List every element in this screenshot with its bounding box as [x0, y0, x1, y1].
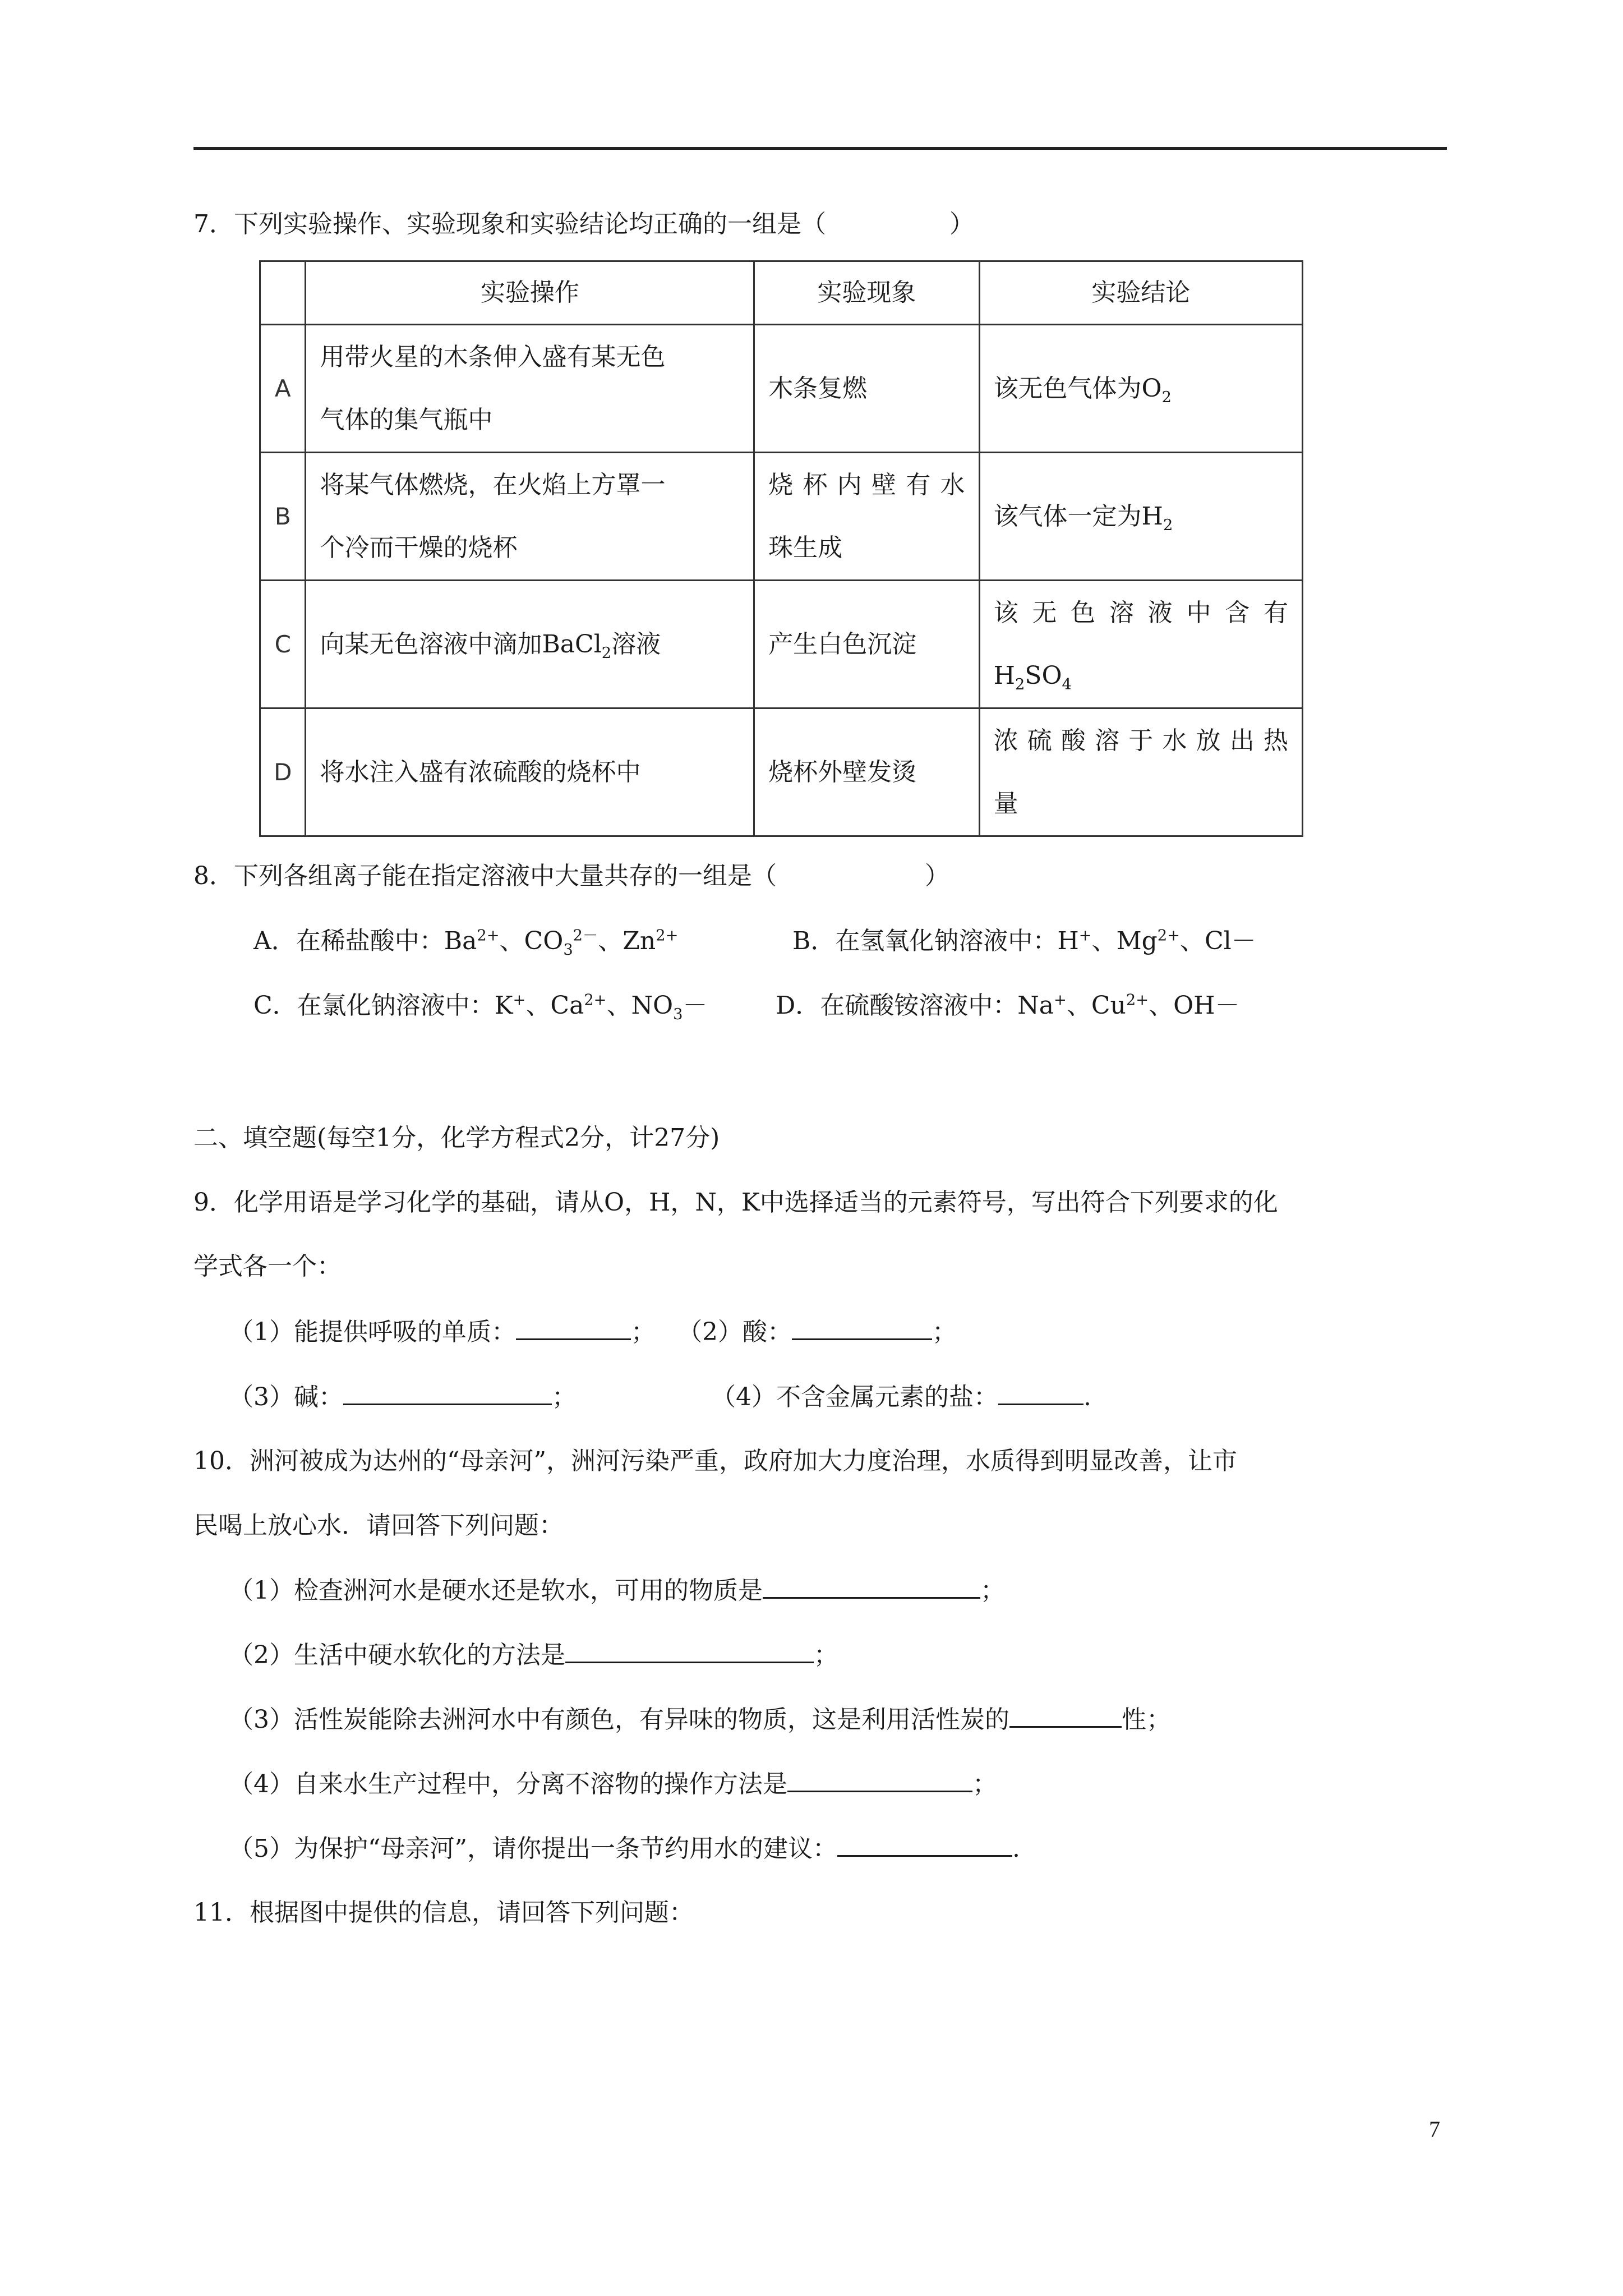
answer-blank[interactable]	[998, 1380, 1083, 1405]
punctuation: ；	[932, 1318, 957, 1346]
part-text: （3）活性炭能除去洲河水中有颜色，有异味的物质，这是利用活性炭的	[229, 1705, 1009, 1734]
answer-blank[interactable]	[792, 1315, 932, 1340]
operation-line: 将某气体燃烧，在火焰上方罩一	[320, 470, 666, 499]
part-text: （4）自来水生产过程中，分离不溶物的操作方法是	[229, 1770, 787, 1798]
superscript: 2+	[477, 927, 500, 945]
row-phenomenon: 木条复燃	[754, 325, 979, 453]
punctuation: ；	[980, 1576, 1005, 1605]
subscript: 2	[601, 644, 612, 662]
ion: H	[1057, 927, 1079, 955]
ion: －	[683, 991, 708, 1020]
part-text: （1）检查洲河水是硬水还是软水，可用的物质是	[229, 1576, 763, 1605]
conclusion-text: 该气体一定为H	[993, 501, 1163, 531]
option-label: B．在氢氧化钠溶液中：	[792, 927, 1058, 955]
punctuation: ；	[631, 1318, 656, 1346]
operation-line: 气体的集气瓶中	[320, 405, 493, 434]
superscript: +	[1078, 927, 1092, 945]
table-row-c	[260, 581, 1303, 708]
q9-part2	[677, 1315, 957, 1349]
answer-blank[interactable]	[837, 1832, 1012, 1857]
q10-part4	[229, 1767, 997, 1801]
row-conclusion	[979, 708, 1302, 836]
part-text: （2）酸：	[677, 1318, 792, 1346]
conclusion-text: 该无色气体为O	[993, 374, 1162, 403]
operation-line: 个冷而干燥的烧杯	[320, 533, 518, 562]
header-rule	[193, 147, 1447, 150]
q10-part2	[229, 1638, 838, 1672]
question-10-line1: 10．洲河被成为达州的“母亲河”，洲河污染严重，政府加大力度治理，水质得到明显改善，让市	[193, 1447, 1237, 1475]
option-b	[792, 924, 1256, 958]
q10-part3	[229, 1703, 1171, 1737]
subscript: 2	[1163, 516, 1173, 534]
operation-line: 用带火星的木条伸入盛有某无色	[320, 342, 666, 371]
superscript: 2－	[573, 927, 598, 945]
ion: 、OH－	[1149, 991, 1240, 1020]
row-operation	[306, 581, 754, 708]
question-7-stem: 7．下列实验操作、实验现象和实验结论均正确的一组是（ ）	[193, 210, 974, 238]
ion: 、Zn	[598, 927, 656, 955]
part-text: （1）能提供呼吸的单质：	[229, 1318, 516, 1346]
table-header-row	[260, 261, 1303, 325]
q9-part4	[711, 1380, 1091, 1414]
row-phenomenon: 烧杯外壁发烫	[754, 708, 979, 836]
row-conclusion	[979, 453, 1302, 581]
row-letter: D	[260, 708, 306, 836]
option-label: D．在硫酸铵溶液中：	[776, 991, 1018, 1020]
row-phenomenon: 产生白色沉淀	[754, 581, 979, 708]
table-header-blank	[260, 261, 306, 325]
ion: 、CO	[499, 927, 564, 955]
option-label: A．在稀盐酸中：	[253, 927, 444, 955]
question-8-stem: 8．下列各组离子能在指定溶液中大量共存的一组是（ ）	[193, 862, 949, 890]
question-10-line2: 民喝上放心水．请回答下列问题：	[193, 1511, 564, 1540]
answer-blank[interactable]	[787, 1767, 972, 1792]
superscript: +	[1054, 991, 1067, 1009]
table-row-b	[260, 453, 1303, 581]
subscript: 2	[1015, 675, 1025, 693]
operation-text: 溶液	[611, 629, 661, 659]
superscript: 2+	[656, 927, 679, 945]
table-row-d	[260, 708, 1303, 836]
option-c	[253, 989, 707, 1023]
ion: 、NO	[606, 991, 674, 1020]
table-row-a	[260, 325, 1303, 453]
part-text: （5）为保护“母亲河”，请你提出一条节约用水的建议：	[229, 1834, 837, 1863]
punctuation: .	[1012, 1834, 1020, 1863]
subscript: 3	[563, 941, 573, 959]
operation-text: 向某无色溶液中滴加BaCl	[320, 629, 602, 659]
q9-part3	[229, 1380, 577, 1414]
table-header-phenomenon: 实验现象	[754, 261, 979, 325]
phenomenon-line: 珠生成	[768, 533, 843, 562]
answer-blank[interactable]	[1009, 1703, 1122, 1728]
ion: 、Ca	[525, 991, 584, 1020]
answer-blank[interactable]	[565, 1638, 814, 1663]
formula-part: SO	[1025, 661, 1062, 690]
superscript: +	[513, 991, 526, 1009]
q10-part1	[229, 1573, 1005, 1608]
row-operation	[306, 325, 754, 453]
phenomenon-line: 烧杯内壁有水	[768, 470, 965, 499]
question-11-stem: 11．根据图中提供的信息，请回答下列问题：	[193, 1898, 694, 1927]
conclusion-line: 浓硫酸溶于水放出热	[993, 726, 1288, 755]
table-header-conclusion: 实验结论	[979, 261, 1302, 325]
row-letter: C	[260, 581, 306, 708]
subscript: 2	[1161, 388, 1172, 406]
ion: K	[494, 991, 513, 1020]
punctuation: .	[1083, 1383, 1091, 1411]
superscript: 2+	[1126, 991, 1149, 1009]
formula-part: H	[993, 661, 1015, 690]
row-operation	[306, 453, 754, 581]
part-text: （2）生活中硬水软化的方法是	[229, 1641, 565, 1669]
q10-part5	[229, 1832, 1020, 1866]
ion: 、Cu	[1066, 991, 1126, 1020]
punctuation: 性；	[1122, 1705, 1171, 1734]
part-text: （3）碱：	[229, 1383, 343, 1411]
q9-part1	[229, 1315, 656, 1349]
table-header-operation: 实验操作	[306, 261, 754, 325]
row-letter: B	[260, 453, 306, 581]
option-a	[253, 924, 678, 958]
answer-blank[interactable]	[763, 1573, 980, 1599]
subscript: 3	[673, 1005, 683, 1023]
question-9-line1: 9．化学用语是学习化学的基础，请从O，H，N，K中选择适当的元素符号，写出符合下列要求的化	[193, 1188, 1278, 1217]
subscript: 4	[1062, 675, 1072, 693]
row-phenomenon	[754, 453, 979, 581]
option-d	[776, 989, 1240, 1023]
answer-blank[interactable]	[343, 1380, 552, 1405]
option-label: C．在氯化钠溶液中：	[253, 991, 495, 1020]
question-9-line2: 学式各一个：	[193, 1252, 342, 1281]
row-conclusion	[979, 581, 1302, 708]
row-conclusion	[979, 325, 1302, 453]
conclusion-formula	[994, 659, 1288, 693]
punctuation: ；	[814, 1641, 838, 1669]
ion: 、Cl－	[1180, 927, 1256, 955]
part-text: （4）不含金属元素的盐：	[711, 1383, 998, 1411]
ion: Ba	[444, 927, 477, 955]
superscript: 2+	[584, 991, 607, 1009]
ion: 、Mg	[1091, 927, 1158, 955]
conclusion-line: 该无色溶液中含有	[993, 598, 1288, 627]
ion: Na	[1017, 991, 1054, 1020]
punctuation: ；	[552, 1383, 577, 1411]
answer-blank[interactable]	[516, 1315, 631, 1340]
page-number: 7	[1429, 2116, 1440, 2142]
row-operation: 将水注入盛有浓硫酸的烧杯中	[306, 708, 754, 836]
row-letter: A	[260, 325, 306, 453]
section-2-title: 二、填空题(每空1分，化学方程式2分，计27分)	[193, 1124, 720, 1152]
conclusion-line: 量	[993, 789, 1018, 818]
punctuation: ；	[972, 1770, 997, 1798]
superscript: 2+	[1157, 927, 1180, 945]
experiment-table	[259, 260, 1303, 837]
